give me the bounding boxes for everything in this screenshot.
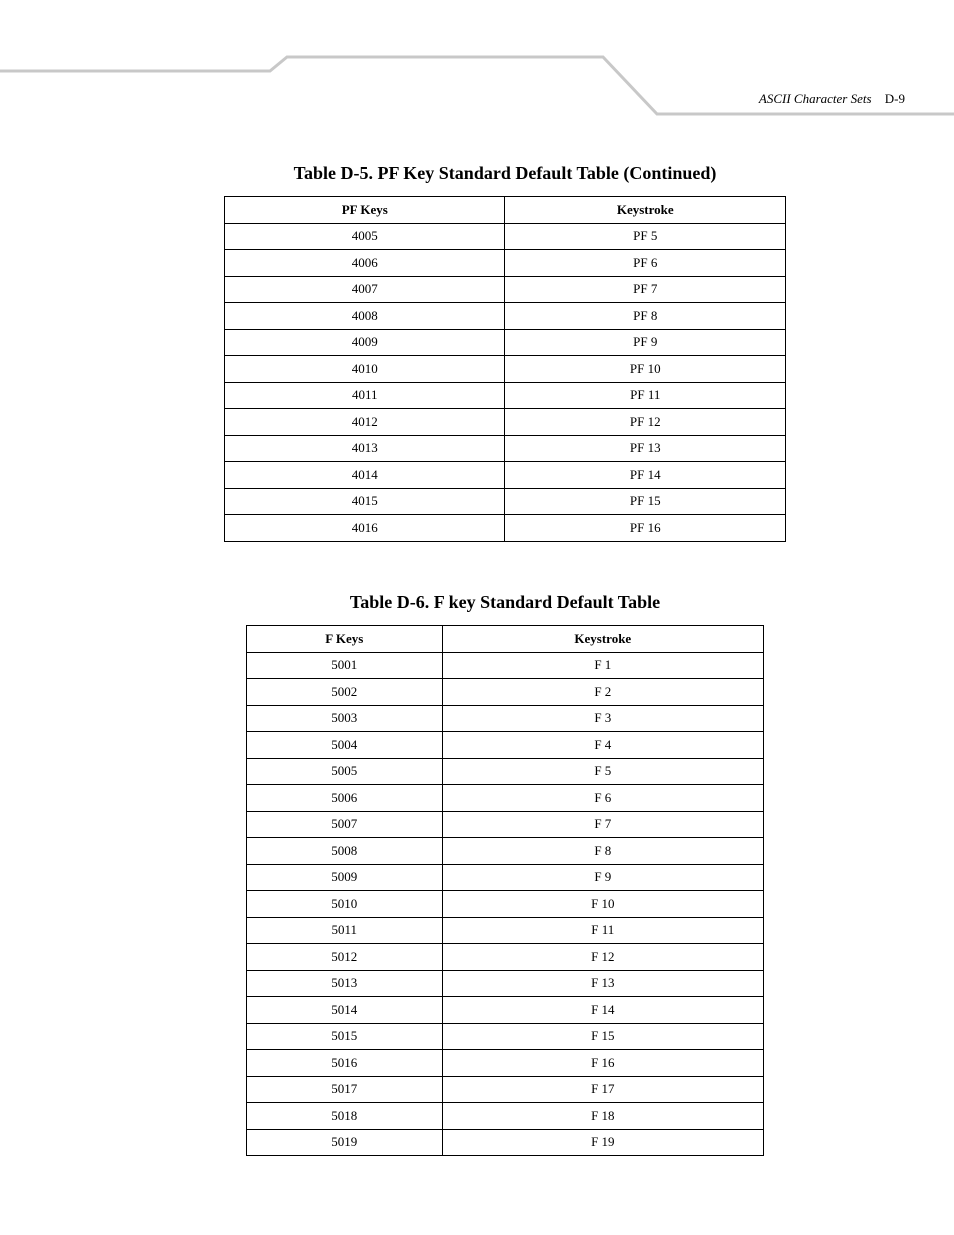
keystroke-cell: F 2 [442, 679, 763, 706]
table-row [247, 785, 764, 812]
table-row [247, 652, 764, 679]
keystroke-cell: PF 15 [505, 488, 786, 515]
keystroke-cell: PF 11 [505, 382, 786, 409]
table-row [225, 435, 786, 462]
page-number: D-9 [884, 91, 905, 106]
key-code-cell: 5001 [247, 652, 443, 679]
table-pf-title: Table D-5. PF Key Standard Default Table (Continued) [293, 163, 717, 183]
key-code-cell: 4010 [225, 356, 505, 383]
section-name: ASCII Character Sets [758, 91, 872, 106]
table-header-row [225, 197, 786, 224]
key-code-cell: 5005 [247, 758, 443, 785]
keystroke-cell: F 3 [442, 705, 763, 732]
table-row [247, 864, 764, 891]
key-code-cell: 5017 [247, 1076, 443, 1103]
table-row [225, 303, 786, 330]
table-row [225, 409, 786, 436]
keystroke-cell: PF 5 [505, 223, 786, 250]
table-row [247, 944, 764, 971]
table-f-title: Table D-6. F key Standard Default Table [349, 592, 661, 612]
keystroke-cell: F 8 [442, 838, 763, 865]
table-row [225, 276, 786, 303]
table-header-row [247, 626, 764, 653]
table-f-body [247, 652, 764, 1156]
table-row [247, 970, 764, 997]
key-code-cell: 4008 [225, 303, 505, 330]
keystroke-cell: F 16 [442, 1050, 763, 1077]
table-row [247, 917, 764, 944]
key-code-cell: 5013 [247, 970, 443, 997]
table-row [247, 1076, 764, 1103]
table-pf [224, 196, 786, 542]
key-code-cell: 5006 [247, 785, 443, 812]
keystroke-cell: F 1 [442, 652, 763, 679]
keystroke-cell: F 12 [442, 944, 763, 971]
key-code-cell: 4005 [225, 223, 505, 250]
table-row [247, 811, 764, 838]
table-row [247, 1050, 764, 1077]
table-row [225, 462, 786, 489]
table-row [247, 1129, 764, 1156]
keystroke-cell: F 13 [442, 970, 763, 997]
keystroke-cell: F 9 [442, 864, 763, 891]
key-code-cell: 4009 [225, 329, 505, 356]
key-code-cell: 5014 [247, 997, 443, 1024]
key-code-cell: 5007 [247, 811, 443, 838]
keystroke-cell: F 5 [442, 758, 763, 785]
table-row [225, 382, 786, 409]
key-code-cell: 5009 [247, 864, 443, 891]
keystroke-cell: PF 10 [505, 356, 786, 383]
table-row [247, 997, 764, 1024]
table-row [225, 223, 786, 250]
table-pf-body [225, 223, 786, 541]
key-code-cell: 4015 [225, 488, 505, 515]
keystroke-cell: PF 12 [505, 409, 786, 436]
key-code-cell: 4012 [225, 409, 505, 436]
key-code-cell: 5002 [247, 679, 443, 706]
keystroke-cell: F 7 [442, 811, 763, 838]
key-code-cell: 5016 [247, 1050, 443, 1077]
keystroke-cell: F 6 [442, 785, 763, 812]
keystroke-cell: PF 13 [505, 435, 786, 462]
keystroke-cell: F 10 [442, 891, 763, 918]
key-code-cell: 4013 [225, 435, 505, 462]
table-row [247, 705, 764, 732]
key-code-cell: 4014 [225, 462, 505, 489]
keystroke-cell: PF 8 [505, 303, 786, 330]
table-f [246, 625, 764, 1156]
table-row [247, 838, 764, 865]
keystroke-cell: F 14 [442, 997, 763, 1024]
keystroke-cell: PF 6 [505, 250, 786, 277]
keystroke-cell: F 11 [442, 917, 763, 944]
key-code-cell: 4011 [225, 382, 505, 409]
key-code-cell: 5008 [247, 838, 443, 865]
table-row [225, 488, 786, 515]
table-row [225, 329, 786, 356]
key-code-cell: 5019 [247, 1129, 443, 1156]
column-header: Keystroke [442, 626, 763, 653]
table-row [247, 679, 764, 706]
key-code-cell: 5015 [247, 1023, 443, 1050]
keystroke-cell: F 18 [442, 1103, 763, 1130]
keystroke-cell: F 4 [442, 732, 763, 759]
keystroke-cell: F 17 [442, 1076, 763, 1103]
key-code-cell: 5004 [247, 732, 443, 759]
key-code-cell: 5012 [247, 944, 443, 971]
column-header: F Keys [247, 626, 443, 653]
key-code-cell: 5018 [247, 1103, 443, 1130]
keystroke-cell: PF 14 [505, 462, 786, 489]
table-row [247, 758, 764, 785]
key-code-cell: 4016 [225, 515, 505, 542]
table-row [247, 891, 764, 918]
key-code-cell: 5011 [247, 917, 443, 944]
running-head [759, 91, 905, 107]
keystroke-cell: F 19 [442, 1129, 763, 1156]
column-header: Keystroke [505, 197, 786, 224]
table-row [225, 515, 786, 542]
keystroke-cell: PF 7 [505, 276, 786, 303]
key-code-cell: 5010 [247, 891, 443, 918]
table-row [247, 732, 764, 759]
table-row [247, 1103, 764, 1130]
table-row [225, 356, 786, 383]
keystroke-cell: F 15 [442, 1023, 763, 1050]
keystroke-cell: PF 9 [505, 329, 786, 356]
table-row [247, 1023, 764, 1050]
keystroke-cell: PF 16 [505, 515, 786, 542]
column-header: PF Keys [225, 197, 505, 224]
table-row [225, 250, 786, 277]
key-code-cell: 5003 [247, 705, 443, 732]
key-code-cell: 4006 [225, 250, 505, 277]
key-code-cell: 4007 [225, 276, 505, 303]
